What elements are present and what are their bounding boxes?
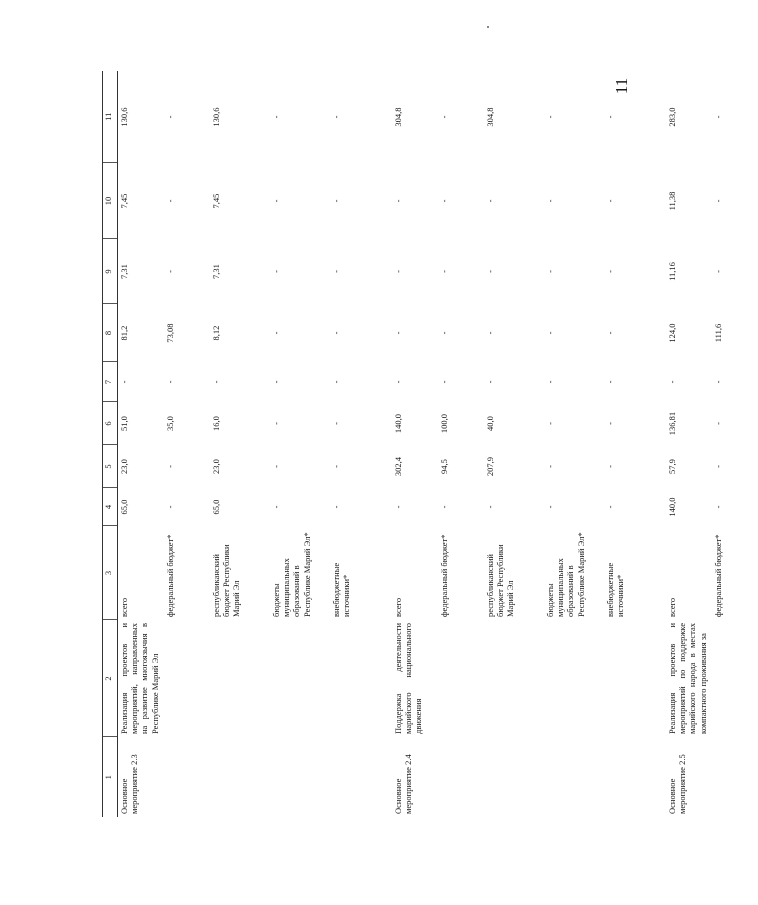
spacer-cell bbox=[376, 71, 392, 163]
amount-cell: - bbox=[545, 270, 555, 273]
amount-cell: 140,0 bbox=[393, 413, 403, 434]
funding-source: всего bbox=[393, 597, 403, 617]
amount-cell: 11,38 bbox=[667, 191, 677, 211]
column-number-row bbox=[103, 71, 118, 817]
amount-cell: - bbox=[393, 199, 403, 203]
spacer-cell bbox=[376, 620, 392, 737]
amount-cell: 283,0 bbox=[667, 107, 677, 127]
amount-cell: 111,6 bbox=[713, 323, 723, 343]
amount-cell: - bbox=[605, 465, 615, 468]
amount-cell: - bbox=[439, 331, 449, 335]
amount-cell: - bbox=[271, 465, 281, 468]
amount-cell: - bbox=[331, 422, 341, 425]
amount-cell: 136,81 bbox=[667, 411, 677, 436]
amount-cell: - bbox=[713, 422, 723, 425]
amount-cell: - bbox=[485, 270, 495, 273]
spacer-cell bbox=[376, 488, 392, 526]
amount-cell: - bbox=[271, 331, 281, 335]
scan-speck bbox=[487, 26, 489, 28]
amount-cell: - bbox=[165, 270, 175, 273]
funding-source: республиканский бюджет Республики Марий Эл bbox=[211, 544, 242, 617]
column-number: 7 bbox=[103, 362, 118, 402]
column-number: 3 bbox=[103, 526, 118, 620]
amount-cell: - bbox=[605, 505, 615, 509]
amount-cell: 7,45 bbox=[119, 193, 129, 209]
amount-cell: 51,0 bbox=[119, 416, 129, 431]
amount-cell: - bbox=[713, 380, 723, 384]
rotated-table-container bbox=[102, 71, 723, 817]
amount-cell: 23,0 bbox=[211, 459, 221, 474]
spacer-cell bbox=[376, 362, 392, 402]
spacer-cell bbox=[650, 362, 666, 402]
column-number: 4 bbox=[103, 488, 118, 526]
table-body bbox=[118, 71, 758, 817]
spacer-cell bbox=[376, 737, 392, 817]
column-number: 5 bbox=[103, 445, 118, 488]
amount-cell: - bbox=[331, 199, 341, 203]
column-number: 2 bbox=[103, 620, 118, 737]
spacer-cell bbox=[650, 620, 666, 737]
funding-source: федеральный бюджет* bbox=[165, 534, 175, 617]
amount-cell: - bbox=[605, 380, 615, 384]
amount-cell: - bbox=[271, 380, 281, 384]
amount-cell: - bbox=[485, 331, 495, 335]
page-number: 11 bbox=[612, 77, 631, 95]
spacer-cell bbox=[650, 239, 666, 304]
amount-cell: 124,0 bbox=[667, 323, 677, 343]
amount-cell: - bbox=[485, 505, 495, 509]
amount-cell: - bbox=[439, 380, 449, 384]
funding-source: бюджеты муниципальных образований в Республике Марий Эл* bbox=[271, 532, 312, 617]
spacer-cell bbox=[650, 304, 666, 362]
amount-cell: - bbox=[439, 505, 449, 509]
amount-cell: - bbox=[331, 270, 341, 273]
funding-source: внебюджетные источники* bbox=[605, 562, 626, 617]
amount-cell: 81,2 bbox=[119, 325, 129, 341]
amount-cell: - bbox=[393, 380, 403, 384]
amount-cell: - bbox=[667, 380, 677, 384]
amount-cell: 304,8 bbox=[485, 107, 495, 127]
funding-source: республиканский бюджет Республики Марий Эл bbox=[485, 544, 516, 617]
amount-cell: - bbox=[713, 199, 723, 203]
amount-cell: 73,08 bbox=[165, 323, 175, 343]
funding-source: федеральный бюджет* bbox=[713, 534, 723, 617]
amount-cell: - bbox=[331, 380, 341, 384]
activity-name: Основное мероприятие 2.3 bbox=[119, 754, 140, 814]
funding-source: всего bbox=[667, 597, 677, 617]
amount-cell: 23,0 bbox=[119, 459, 129, 474]
activity-description: Реализация проектов и мероприятий, направленных на развитие многоязычия в Республике Марий Эл bbox=[119, 623, 160, 734]
amount-cell: - bbox=[331, 465, 341, 468]
column-number: 1 bbox=[103, 737, 118, 817]
activity-description: Поддержка деятельности марийского национального движения bbox=[393, 623, 424, 734]
amount-cell: 65,0 bbox=[211, 499, 221, 515]
amount-cell: - bbox=[605, 331, 615, 335]
amount-cell: - bbox=[393, 331, 403, 335]
amount-cell: - bbox=[119, 380, 129, 384]
amount-cell: 100,0 bbox=[439, 413, 449, 434]
spacer-cell bbox=[376, 445, 392, 488]
amount-cell: - bbox=[713, 505, 723, 509]
amount-cell: - bbox=[165, 380, 175, 384]
amount-cell: 94,5 bbox=[439, 459, 449, 474]
column-number: 10 bbox=[103, 163, 118, 239]
amount-cell: - bbox=[271, 422, 281, 425]
spacer-cell bbox=[650, 445, 666, 488]
amount-cell: 207,9 bbox=[485, 456, 495, 477]
amount-cell: - bbox=[271, 115, 281, 119]
spacer-cell bbox=[376, 304, 392, 362]
amount-cell: - bbox=[605, 115, 615, 119]
amount-cell: 7,31 bbox=[211, 264, 221, 279]
amount-cell: - bbox=[485, 199, 495, 203]
amount-cell: - bbox=[271, 199, 281, 203]
amount-cell: - bbox=[545, 422, 555, 425]
amount-cell: - bbox=[165, 199, 175, 203]
spacer-cell bbox=[650, 402, 666, 445]
amount-cell: 11,16 bbox=[667, 262, 677, 281]
spacer-cell bbox=[650, 71, 666, 163]
amount-cell: - bbox=[545, 331, 555, 335]
amount-cell: - bbox=[545, 115, 555, 119]
amount-cell: - bbox=[165, 115, 175, 119]
amount-cell: - bbox=[331, 505, 341, 509]
block-spacer-row bbox=[376, 71, 392, 817]
amount-cell: - bbox=[713, 465, 723, 468]
amount-cell: 65,0 bbox=[119, 499, 129, 515]
amount-cell: - bbox=[165, 465, 175, 468]
amount-cell: 130,6 bbox=[119, 107, 129, 127]
amount-cell: 35,0 bbox=[165, 416, 175, 431]
amount-cell: - bbox=[439, 270, 449, 273]
amount-cell: - bbox=[393, 270, 403, 273]
column-number: 6 bbox=[103, 402, 118, 445]
activity-description: Реализация проектов и мероприятий по поддержке марийского народа в местах компактного проживания за bbox=[667, 623, 708, 734]
funding-row bbox=[666, 71, 712, 817]
funding-row bbox=[118, 71, 165, 817]
amount-cell: - bbox=[605, 422, 615, 425]
spacer-cell bbox=[650, 737, 666, 817]
amount-cell: - bbox=[605, 270, 615, 273]
amount-cell: - bbox=[713, 270, 723, 273]
activity-name: Основное мероприятие 2.5 bbox=[667, 754, 688, 814]
amount-cell: - bbox=[545, 199, 555, 203]
amount-cell: - bbox=[211, 380, 221, 384]
amount-cell: - bbox=[165, 505, 175, 509]
amount-cell: 40,0 bbox=[485, 416, 495, 431]
activity-name: Основное мероприятие 2.4 bbox=[393, 754, 414, 814]
amount-cell: - bbox=[393, 505, 403, 509]
funding-source: внебюджетные источники* bbox=[331, 562, 352, 617]
block-spacer-row bbox=[650, 71, 666, 817]
amount-cell: - bbox=[485, 380, 495, 384]
amount-cell: - bbox=[545, 465, 555, 468]
amount-cell: 57,9 bbox=[667, 459, 677, 474]
amount-cell: - bbox=[271, 505, 281, 509]
funding-source: всего bbox=[119, 597, 129, 617]
amount-cell: - bbox=[271, 270, 281, 273]
amount-cell: - bbox=[545, 505, 555, 509]
amount-cell: - bbox=[439, 115, 449, 119]
column-number: 9 bbox=[103, 239, 118, 304]
spacer-cell bbox=[376, 163, 392, 239]
amount-cell: 8,12 bbox=[211, 325, 221, 341]
amount-cell: - bbox=[605, 199, 615, 203]
funding-row bbox=[392, 71, 438, 817]
spacer-cell bbox=[650, 526, 666, 620]
spacer-cell bbox=[376, 526, 392, 620]
amount-cell: 304,8 bbox=[393, 107, 403, 127]
spacer-cell bbox=[650, 488, 666, 526]
column-number: 8 bbox=[103, 304, 118, 362]
amount-cell: 130,6 bbox=[211, 107, 221, 127]
funding-source: бюджеты муниципальных образований в Республике Марий Эл* bbox=[545, 532, 586, 617]
spacer-cell bbox=[376, 402, 392, 445]
amount-cell: - bbox=[331, 331, 341, 335]
amount-cell: - bbox=[713, 115, 723, 119]
spacer-cell bbox=[376, 239, 392, 304]
amount-cell: - bbox=[545, 380, 555, 384]
amount-cell: - bbox=[439, 199, 449, 203]
amount-cell: 7,45 bbox=[211, 193, 221, 209]
amount-cell: - bbox=[331, 115, 341, 119]
amount-cell: 7,31 bbox=[119, 264, 129, 279]
amount-cell: 16,0 bbox=[211, 416, 221, 431]
column-number: 11 bbox=[103, 71, 118, 163]
amount-cell: 302,4 bbox=[393, 456, 403, 477]
funding-source: федеральный бюджет* bbox=[439, 534, 449, 617]
amount-cell: 140,0 bbox=[667, 497, 677, 517]
spacer-cell bbox=[650, 163, 666, 239]
budget-table bbox=[102, 71, 758, 817]
